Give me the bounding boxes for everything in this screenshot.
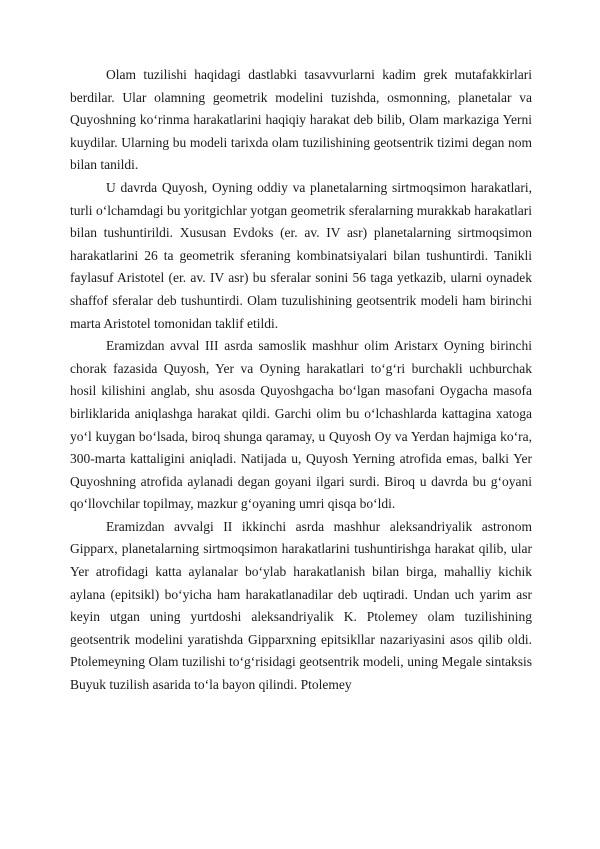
paragraph-2: U davrda Quyosh, Oyning oddiy va planetalarning sirtmoqsimon harakatlari, turli o‘lchamdagi bu yoritgichlar yotgan geometrik sferalarning murakkab harakatlari bilan tushuntirildi. Xususan Evdoks (er. av. IV asr) planetalarning sirtmoqsimon harakatlarini 26 ta geometrik sferaning kombinatsiyalari bilan tushuntirdi. Tanikli faylasuf Aristotel (er. av. IV asr) bu sferalar sonini 56 taga yetkazib, ularni oynadek shaffof sferalar deb tushuntirdi. Olam tuzulishining geotsentrik modeli ham birinchi marta Aristotel tomonidan taklif etildi. [70, 179, 532, 331]
paragraph-3: Eramizdan avval III asrda samoslik mashhur olim Aristarx Oyning birinchi chorak fazasida Quyosh, Yer va Oyning harakatlari to‘g‘ri burchakli uchburchak hosil kilishini anglab, shu asosda Quyoshgacha bo‘lgan masofani Oygacha masofa birliklarida aniqlashga harakat qildi. Garchi olim bu o‘lchashlarda kattagina xatoga yo‘l kuygan bo‘lsada, biroq shunga qaramay, u Quyosh Oy va Yerdan hajmiga ko‘ra, 300-marta kattaligini aniqladi. Natijada u, Quyosh Yerning atrofida emas, balki Yer Quyoshning atrofida aylanadi degan goyani ilgari surdi. Biroq u davrda bu g‘oyani qo‘llovchilar topilmay, mazkur g‘oyaning umri qisqa bo‘ldi. [70, 338, 532, 512]
paragraph-4: Eramizdan avvalgi II ikkinchi asrda mashhur aleksandriyalik astronom Gipparx, planetalarning sirtmoqsimon harakatlarini tushuntirishga harakat qilib, ular Yer atrofidagi katta aylanalar bo‘ylab harakatlanish bilan birga, mahalliy kichik aylana (epitsikl) bo‘yicha ham harakatlanadilar deb uqtiradi. Undan uch yarim asr keyin utgan uning yurtdoshi aleksandriyalik K. Ptolemey olam tuzilishining geotsentrik modelini yaratishda Gipparxning epitsikllar nazariyasini asos qilib oldi. Ptolemeyning Olam tuzilishi to‘g‘risidagi geotsentrik modeli, uning Megale sintaksis Buyuk tuzilish asarida to‘la bayon qilindi. Ptolemey [70, 518, 532, 693]
paragraph-1: Olam tuzilishi haqidagi dastlabki tasavvurlarni kadim grek mutafakkirlari berdilar. Ular olamning geometrik modelini tuzishda, osmonning, planetalar va Quyoshning ko‘rinma harakatlarini haqiqiy harakat deb bilib, Olam markaziga Yerni kuydilar. Ularning bu modeli tarixda olam tuzilishining geotsentrik tizimi degan nom bilan tanildi. [70, 67, 532, 173]
